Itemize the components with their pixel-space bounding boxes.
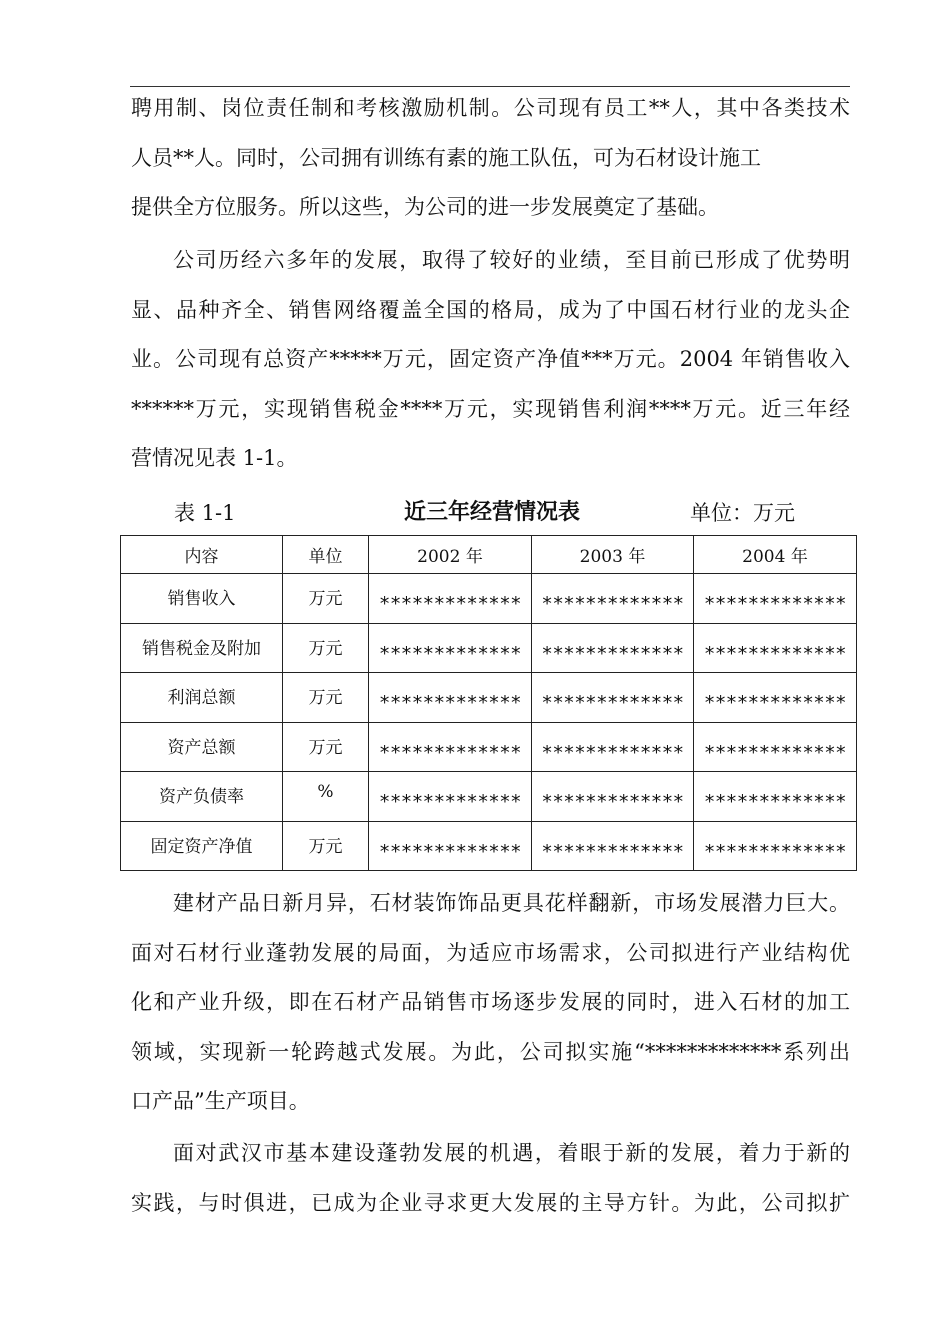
table-cell: ************* (532, 772, 694, 822)
table-cell: ************* (694, 722, 857, 772)
text-line: ******万元，实现销售税金****万元，实现销售利润****万元。近三年经 (131, 396, 850, 421)
text-line: 营情况见表 1-1。 (131, 446, 298, 470)
column-header: 2003 年 (532, 536, 694, 574)
table-row (121, 623, 857, 673)
table-cell: ************* (369, 722, 532, 772)
text-line: 面对石材行业蓬勃发展的局面，为适应市场需求，公司拟进行产业结构优 (131, 940, 850, 965)
table-cell: ************* (532, 623, 694, 673)
table-label: 表 1-1 (174, 501, 236, 525)
row-unit: 万元 (283, 821, 369, 871)
paragraph-staffing (131, 84, 850, 233)
text-line: 显、品种齐全、销售网络覆盖全国的格局，成为了中国石材行业的龙头企 (131, 297, 850, 322)
row-unit: 万元 (283, 722, 369, 772)
table-row (121, 574, 857, 624)
table-cell: ************* (532, 673, 694, 723)
table-cell: ************* (369, 673, 532, 723)
row-label: 销售税金及附加 (121, 623, 283, 673)
table-row (121, 821, 857, 871)
table-header-row (121, 536, 857, 574)
text-line: 实践，与时俱进，已成为企业寻求更大发展的主导方针。为此，公司拟扩 (131, 1190, 850, 1215)
table-row (121, 772, 857, 822)
row-unit: 万元 (283, 574, 369, 624)
text-line: 公司历经六多年的发展，取得了较好的业绩，至目前已形成了优势明 (173, 248, 850, 272)
table-cell: ************* (369, 574, 532, 624)
table-cell: ************* (694, 821, 857, 871)
table-cell: ************* (369, 623, 532, 673)
column-header: 单位 (283, 536, 369, 574)
column-header: 内容 (121, 536, 283, 574)
table-cell: ************* (694, 673, 857, 723)
row-label: 销售收入 (121, 574, 283, 624)
paragraph-performance (131, 236, 850, 484)
text-line: 人员**人。同时，公司拥有训练有素的施工队伍，可为石材设计施工 (131, 145, 761, 170)
table-cell: ************* (369, 821, 532, 871)
table-cell: ************* (532, 722, 694, 772)
table-cell: ************* (694, 772, 857, 822)
text-line: 业。公司现有总资产*****万元，固定资产净值***万元。2004 年销售收入 (131, 347, 850, 371)
operating-summary-table (120, 535, 857, 871)
table-title: 近三年经营情况表 (404, 500, 581, 525)
paragraph-expansion-plan (131, 879, 850, 1127)
row-label: 利润总额 (121, 673, 283, 723)
text-line: 口产品”生产项目。 (131, 1089, 310, 1113)
text-line: 建材产品日新月异，石材装饰饰品更具花样翻新，市场发展潜力巨大。 (173, 891, 850, 915)
text-line: 提供全方位服务。所以这些，为公司的进一步发展奠定了基础。 (131, 195, 719, 219)
table-row (121, 673, 857, 723)
table-cell: ************* (694, 623, 857, 673)
table-cell: ************* (532, 574, 694, 624)
text-line: 领域，实现新一轮跨越式发展。为此，公司拟实施“*************系列出 (131, 1039, 850, 1064)
table-caption (0, 493, 950, 529)
row-unit: 万元 (283, 673, 369, 723)
column-header: 2002 年 (369, 536, 532, 574)
row-unit: % (283, 772, 369, 822)
text-line: 聘用制、岗位责任制和考核激励机制。公司现有员工**人，其中各类技术 (131, 96, 850, 120)
table-cell: ************* (369, 772, 532, 822)
row-unit: 万元 (283, 623, 369, 673)
paragraph-opportunity (131, 1129, 850, 1228)
row-label: 固定资产净值 (121, 821, 283, 871)
row-label: 资产负债率 (121, 772, 283, 822)
table-row (121, 722, 857, 772)
column-header: 2004 年 (694, 536, 857, 574)
text-line: 化和产业升级，即在石材产品销售市场逐步发展的同时，进入石材的加工 (131, 990, 850, 1014)
table-unit-note: 单位：万元 (690, 501, 795, 525)
table-cell: ************* (694, 574, 857, 624)
row-label: 资产总额 (121, 722, 283, 772)
table-cell: ************* (532, 821, 694, 871)
text-line: 面对武汉市基本建设蓬勃发展的机遇，着眼于新的发展，着力于新的 (173, 1141, 850, 1165)
